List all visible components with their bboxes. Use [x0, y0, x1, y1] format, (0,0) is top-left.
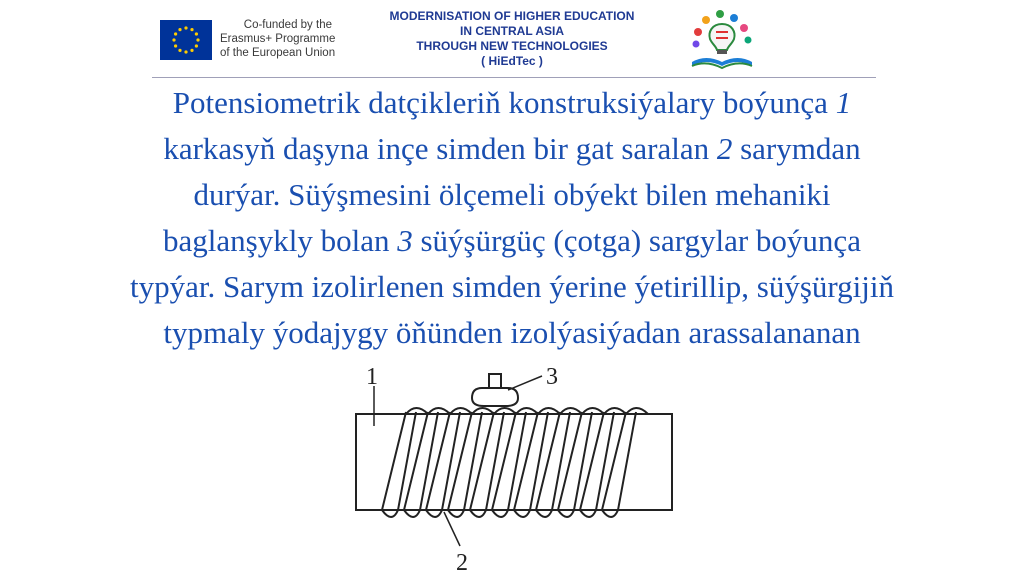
frame-body — [356, 414, 672, 510]
potentiometer-diagram — [346, 362, 686, 576]
eu-star — [196, 38, 199, 41]
eu-star — [195, 32, 198, 35]
slider-brush — [472, 374, 518, 406]
project-title — [352, 9, 672, 69]
eu-star — [190, 49, 193, 52]
text-segment: baglanşykly bolan — [163, 223, 398, 258]
erasmus-funding-text — [220, 18, 336, 60]
eu-star — [195, 44, 198, 47]
project-line-2: IN CENTRAL ASIA — [459, 24, 564, 38]
text-segment: süýşürgüç (çotga) sargylar boýunça — [412, 223, 861, 258]
eu-star — [184, 26, 187, 29]
eu-flag-icon — [160, 20, 212, 60]
label-1: 1 — [366, 364, 378, 390]
text-line-6: typmaly ýodajygy öňünden izolýasiýadan arassalananan — [163, 315, 861, 350]
eu-star — [174, 44, 177, 47]
ref-number-1: 1 — [835, 85, 852, 120]
text-segment: karkasyň daşyna inçe simden bir gat saralan — [163, 131, 717, 166]
label-3: 3 — [546, 364, 558, 390]
eu-star — [174, 32, 177, 35]
ref-number-3: 3 — [397, 223, 413, 258]
eu-star — [184, 50, 187, 53]
text-line-1 — [16, 80, 1008, 126]
eu-star — [178, 28, 181, 31]
text-segment: sarymdan — [732, 131, 861, 166]
leader-line-3 — [508, 376, 542, 390]
hiedtec-logo-icon — [684, 8, 760, 72]
project-line-1: MODERNISATION OF HIGHER EDUCATION — [389, 9, 635, 23]
header — [0, 0, 1024, 80]
project-line-4: ( HiEdTec ) — [481, 54, 543, 68]
main-paragraph — [16, 80, 1008, 356]
text-line-3: durýar. Süýşmesini ölçemeli obýekt bilen mehaniki — [193, 177, 831, 212]
text-segment: Potensiometrik datçikleriň konstruksiýalary boýunça — [172, 85, 836, 120]
eu-line-3: of the European Union — [220, 47, 336, 59]
text-line-5: typýar. Sarym izolirlenen simden ýerine ýetirillip, süýşürgijiň — [130, 269, 894, 304]
eu-star — [178, 49, 181, 52]
ref-number-2: 2 — [716, 131, 733, 166]
eu-star — [172, 38, 175, 41]
eu-line-2: Erasmus+ Programme — [220, 33, 336, 45]
text-line-2 — [16, 126, 1008, 172]
text-line-4 — [16, 218, 1008, 264]
eu-line-1: Co-funded by the — [243, 19, 332, 31]
header-divider — [152, 77, 876, 78]
project-line-3: THROUGH NEW TECHNOLOGIES — [416, 39, 608, 53]
label-2: 2 — [456, 550, 468, 576]
eu-star — [190, 28, 193, 31]
